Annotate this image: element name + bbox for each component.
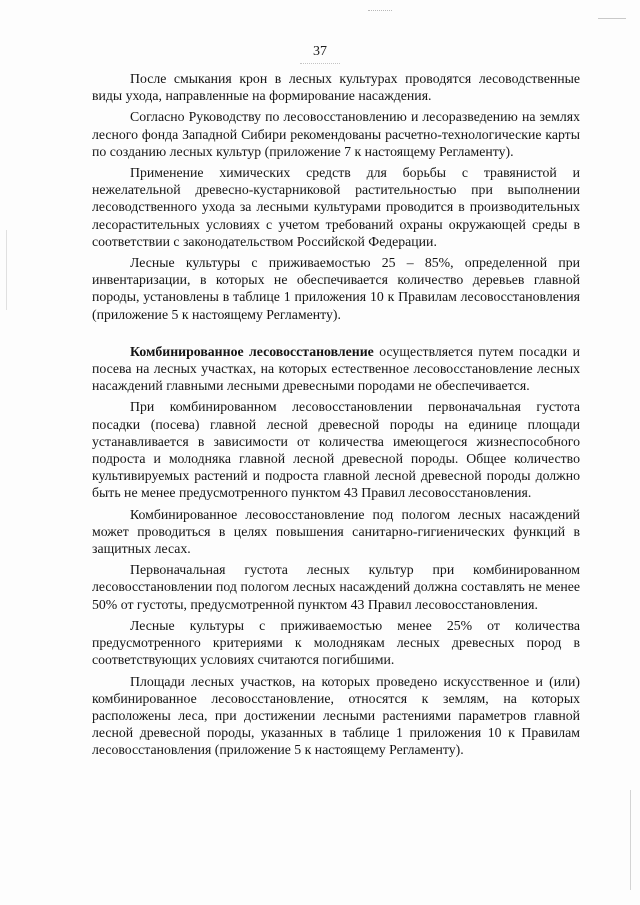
paragraph [92, 108, 580, 160]
paragraph-text: Применение химических средств для борьбы с травянистой и нежелательной древесно-кустарниковой растительностью при выполнении лесоводственного ухода за лесными культурами проводится в производительных лесорастительных условиях с учетом требований охраны окружающей среды в соответствии с законодательством Российской Федерации. [92, 165, 580, 249]
scan-artifact [300, 63, 340, 65]
paragraph-text: Согласно Руководству по лесовосстановлению и лесоразведению на землях лесного фонда Западной Сибири рекомендованы расчетно-технологические карты по созданию лесных культур (приложение 7 к настоящему Регламенту). [92, 109, 580, 159]
paragraph-text: После смыкания крон в лесных культурах проводятся лесоводственные виды ухода, направленные на формирование насаждения. [92, 71, 580, 104]
paragraph-text: Комбинированное лесовосстановление под пологом лесных насаждений может проводиться в целях повышения санитарно-гигиенических функций в защитных лесах. [92, 506, 580, 557]
paragraph [92, 254, 580, 323]
page-number: 37 [313, 44, 327, 59]
paragraph-text: Площади лесных участков, на которых проведено искусственное и (или) комбинированное лесовосстановление, относятся к землям, на которых расположены леса, при достижении лесными растениями параметров главной лесной древесной породы, указанных в таблице 1 приложения 10 к Правилам лесовосстановления (приложение 5 к настоящему Регламенту). [92, 673, 580, 758]
scan-artifact [6, 230, 7, 310]
paragraph-text: Лесные культуры с приживаемостью менее 25% от количества предусмотренного критериями к молоднякам лесных древесных пород в соответствующих условиях считаются погибшими. [92, 617, 580, 668]
scan-artifact [368, 10, 392, 17]
paragraph-text: При комбинированном лесовосстановлении первоначальная густота посадки (посева) главной лесной древесной породы на единице площади устанавливается в зависимости от количества имеющегося жизнеспособного подроста и молодняка главной лесной древесной породы. Общее количество культивируемых растений и подроста главной лесной древесной породы должно быть не менее предусмотренного пунктом 43 Правил лесовосстановления. [92, 399, 580, 501]
document-body [92, 70, 580, 763]
paragraph [92, 164, 580, 250]
scan-artifact [598, 18, 626, 19]
paragraph-text: Лесные культуры с приживаемостью 25 – 85%, определенной при инвентаризации, в которых не обеспечивается количество деревьев главной породы, установлены в таблице 1 приложения 10 к Правилам лесовосстановления (приложение 5 к настоящему Регламенту). [92, 255, 580, 322]
paragraph [92, 506, 580, 558]
paragraph [92, 561, 580, 613]
bold-lead: Комбинированное лесовосстановление [130, 343, 374, 359]
paragraph [92, 673, 580, 759]
paragraph [92, 70, 580, 104]
paragraph [92, 398, 580, 501]
paragraph [92, 343, 580, 395]
paragraph [92, 617, 580, 669]
scan-artifact [630, 790, 631, 890]
paragraph-text: осуществляется путем посадки и посева на лесных участках, на которых естественное лесовосстановление лесных насаждений главными лесными древесными породами не обеспечивается. [92, 343, 580, 394]
paragraph-text: Первоначальная густота лесных культур при комбинированном лесовосстановлении под пологом лесных насаждений должна составлять не менее 50% от густоты, предусмотренной пунктом 43 Правил лесовосстановления. [92, 562, 580, 612]
